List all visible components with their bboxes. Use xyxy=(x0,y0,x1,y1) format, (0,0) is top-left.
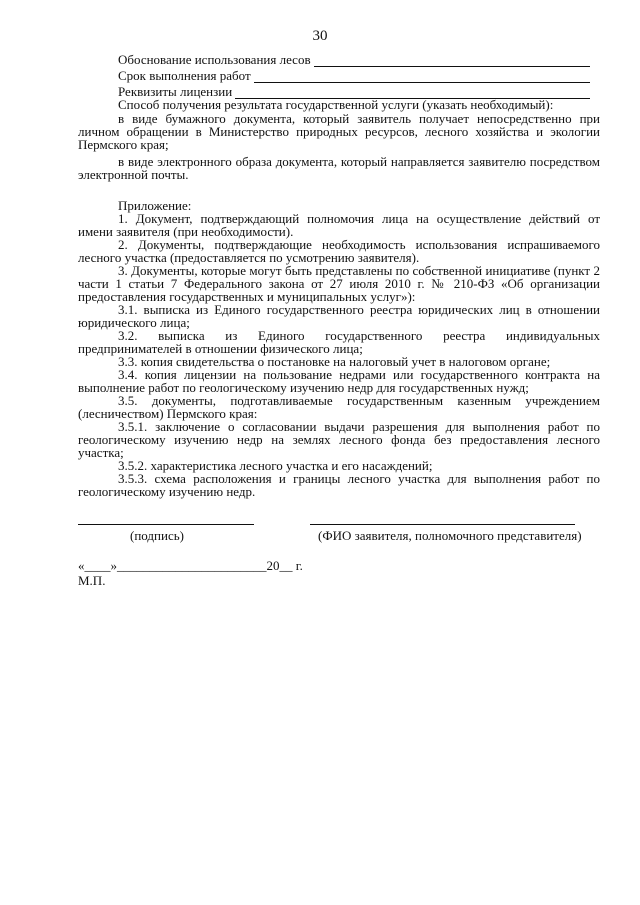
list-item: 3.5.2. характеристика лесного участка и его насаждений; xyxy=(118,458,433,473)
result-method: Способ получения результата государственной услуги (указать необходимый): xyxy=(118,97,554,112)
list-item: 1. Документ, подтверждающий полномочия лица на осуществление действий от имени заявителя (при необходимости). xyxy=(78,211,600,239)
list-item: 3.2. выписка из Единого государственного реестра индивидуальных предпринимателей в отношении физического лица; xyxy=(78,328,600,356)
list-item: 3. Документы, которые могут быть представлены по собственной инициативе (пункт 2 части 1 статьи 7 Федерального закона от 27 июля 2010 г. № 210-ФЗ «Об организации предоставления государственных и муниципальных услуг»): xyxy=(78,263,600,304)
list-item: 3.1. выписка из Единого государственного реестра юридических лиц в отношении юридического лица; xyxy=(78,302,600,330)
fill-line xyxy=(254,70,590,83)
name-line[interactable] xyxy=(310,524,575,525)
name-caption: (ФИО заявителя, полномочного представителя) xyxy=(318,528,582,543)
signature-caption: (подпись) xyxy=(130,528,184,543)
field-label: Обоснование использования лесов xyxy=(118,52,311,67)
list-item: 3.5.1. заключение о согласовании выдачи разрешения для выполнения работ по геологическому изучению недр на землях лесного фонда без предоставления лесного участка; xyxy=(78,419,600,460)
appendix-title: Приложение: xyxy=(118,198,192,213)
paper-option: в виде бумажного документа, который заявитель получает непосредственно при личном обращении в Министерство природных ресурсов, лесного хозяйства и экологии Пермского края; xyxy=(78,111,600,152)
field-label: Срок выполнения работ xyxy=(118,68,251,83)
electronic-option: в виде электронного образа документа, который направляется заявителю посредством электронной почты. xyxy=(78,154,600,182)
list-item: 3.4. копия лицензии на пользование недрами или государственного контракта на выполнение работ по геологическому изучению недр для государственных нужд; xyxy=(78,367,600,395)
work-term-field[interactable] xyxy=(118,68,590,83)
fill-line xyxy=(314,54,590,67)
list-item: 3.5. документы, подготавливаемые государственным казенным учреждением (лесничеством) Пермского края: xyxy=(78,393,600,421)
date-line[interactable]: «____»_______________________20__ г. xyxy=(78,558,303,573)
signature-line[interactable] xyxy=(78,524,254,525)
field-label: Реквизиты лицензии xyxy=(118,84,233,99)
stamp-place: М.П. xyxy=(78,573,106,588)
forest-use-justification-field[interactable] xyxy=(118,52,590,67)
page-number: 30 xyxy=(312,28,328,44)
list-item: 3.3. копия свидетельства о постановке на налоговый учет в налоговом органе; xyxy=(118,354,551,369)
list-item: 3.5.3. схема расположения и границы лесного участка для выполнения работ по геологическому изучению недр. xyxy=(78,471,600,499)
list-item: 2. Документы, подтверждающие необходимость использования испрашиваемого лесного участка (предоставляется по усмотрению заявителя). xyxy=(78,237,600,265)
